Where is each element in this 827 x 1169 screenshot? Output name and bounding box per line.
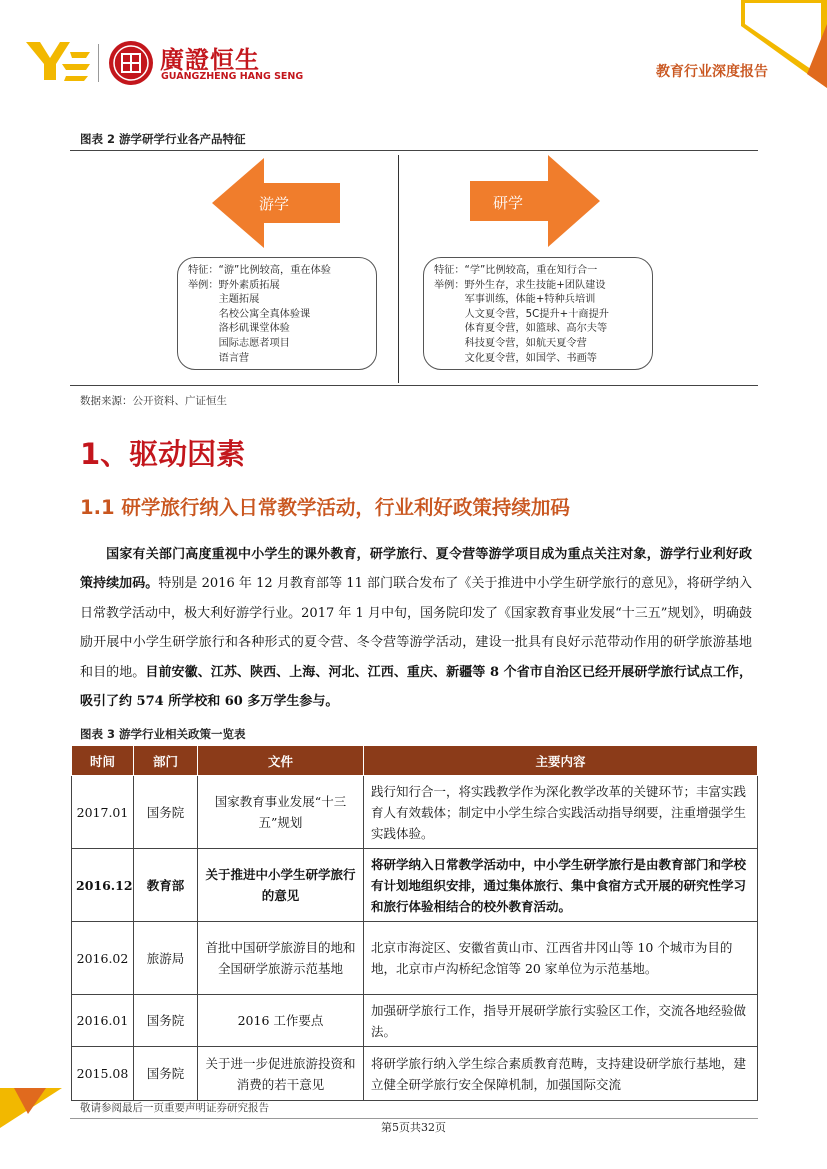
table-row bbox=[72, 849, 758, 922]
figure2-top-rule bbox=[70, 150, 758, 151]
col-header-content: 主要内容 bbox=[364, 746, 758, 776]
cell-doc: 国家教育事业发展“十三五”规划 bbox=[198, 776, 364, 849]
example-item: 语言营 bbox=[218, 352, 250, 364]
table-row bbox=[72, 1047, 758, 1101]
figure2-bottom-rule bbox=[70, 385, 758, 386]
col-header-doc: 文件 bbox=[198, 746, 364, 776]
col-header-dept: 部门 bbox=[134, 746, 198, 776]
cell-doc: 2016 工作要点 bbox=[198, 995, 364, 1047]
cell-content: 北京市海淀区、安徽省黄山市、江西省井冈山等 10 个城市为目的地，北京市卢沟桥纪念馆等 20 家单位为示范基地。 bbox=[364, 922, 758, 995]
data-source: 数据来源：公开资料、广证恒生 bbox=[80, 395, 227, 407]
section-heading: 1、驱动因素 bbox=[80, 437, 246, 471]
cell-content: 将研学纳入日常教学活动中，中小学生研学旅行是由教育部门和学校有计划地组织安排，通过集体旅行、集中食宿方式开展的研究性学习和旅行体验相结合的校外教育活动。 bbox=[364, 849, 758, 922]
cell-doc: 关于进一步促进旅游投资和消费的若干意见 bbox=[198, 1047, 364, 1101]
table-title: 图表 3 游学行业相关政策一览表 bbox=[80, 727, 246, 741]
col-header-date: 时间 bbox=[72, 746, 134, 776]
example-item: 主题拓展 bbox=[218, 294, 260, 306]
arrow-right-icon bbox=[470, 155, 600, 247]
table-row bbox=[72, 922, 758, 995]
cell-dept: 国务院 bbox=[134, 995, 198, 1047]
cell-date: 2016.02 bbox=[72, 922, 134, 995]
figure2-title: 图表 2 游学研学行业各产品特征 bbox=[80, 132, 246, 146]
table-row bbox=[72, 995, 758, 1047]
company-seal-icon bbox=[108, 40, 154, 86]
policy-table bbox=[71, 745, 758, 1101]
feature-box-youxue bbox=[177, 257, 377, 370]
body-paragraph bbox=[80, 540, 752, 716]
paragraph-body: 特别是 2016 年 12 月教育部等 11 部门联合发布了《关于推进中小学生研学旅行的意见》，将研学纳入日常教学活动中，极大利好游学行业。2017 年 1 月中旬，国务院印发了《国家教育事业发展“十三五”规划》，明确鼓励开展中小学生研学旅行和各种形式的夏令营、冬令营等游学活动，建设一批具有良好示范带动作用的研学旅游基地和目的地。 bbox=[80, 576, 752, 680]
logo-divider bbox=[98, 44, 99, 82]
brand-name-en: GUANGZHENG HANG SENG bbox=[161, 71, 304, 82]
example-item: 文化夏令营，如国学、书画等 bbox=[464, 352, 597, 364]
feature-text: 特征：“学”比例较高，重在知行合一 bbox=[434, 265, 598, 276]
cell-doc: 关于推进中小学生研学旅行的意见 bbox=[198, 849, 364, 922]
example-item: 科技夏令营，如航天夏令营 bbox=[464, 337, 587, 349]
cell-content: 践行知行合一，将实践教学作为深化教学改革的关键环节；丰富实践育人有效载体；制定中小学生综合实践活动指导纲要，注重增强学生实践体验。 bbox=[364, 776, 758, 849]
cell-content: 将研学旅行纳入学生综合素质教育范畴，支持建设研学旅行基地，建立健全研学旅行安全保障机制，加强国际交流 bbox=[364, 1047, 758, 1101]
paragraph-bold-intro: 国家有关部门高度重视中小学生的课外教育，研学旅行、夏令营等游学项目成为重点关注对象，游学行业利好政策持续加码。 bbox=[80, 547, 752, 592]
example-item: 名校公寓全真体验课 bbox=[218, 308, 311, 320]
ye-logo-icon bbox=[26, 40, 90, 82]
table-header-row bbox=[72, 746, 758, 776]
table-row bbox=[72, 776, 758, 849]
cell-date: 2015.08 bbox=[72, 1047, 134, 1101]
cell-date: 2016.12 bbox=[72, 849, 134, 922]
cell-dept: 国务院 bbox=[134, 1047, 198, 1101]
subsection-heading: 1.1 研学旅行纳入日常教学活动，行业利好政策持续加码 bbox=[80, 496, 570, 519]
figure2-divider bbox=[398, 155, 399, 383]
paragraph-bold-outro: 目前安徽、江苏、陕西、上海、河北、江西、重庆、新疆等 8 个省市自治区已经开展研学旅行试点工作，吸引了约 574 所学校和 60 多万学生参与。 bbox=[80, 664, 752, 710]
example-item: 洛杉矶课堂体验 bbox=[218, 323, 290, 335]
arrow-label-youxue: 游学 bbox=[259, 195, 290, 213]
cell-doc: 首批中国研学旅游目的地和全国研学旅游示范基地 bbox=[198, 922, 364, 995]
cell-dept: 国务院 bbox=[134, 776, 198, 849]
cell-content: 加强研学旅行工作，指导开展研学旅行实验区工作，交流各地经验做法。 bbox=[364, 995, 758, 1047]
cell-date: 2017.01 bbox=[72, 776, 134, 849]
brand-name-cn: 廣證恒生 bbox=[160, 46, 260, 74]
example-item: 野外素质拓展 bbox=[218, 279, 280, 291]
footer-disclaimer: 敬请参阅最后一页重要声明证券研究报告 bbox=[80, 1102, 269, 1114]
cell-dept: 旅游局 bbox=[134, 922, 198, 995]
example-item: 体育夏令营，如篮球、高尔夫等 bbox=[464, 323, 608, 335]
cell-date: 2016.01 bbox=[72, 995, 134, 1047]
example-item: 军事训练，体能+特种兵培训 bbox=[464, 294, 596, 306]
example-item: 人文夏令营，5C提升+十商提升 bbox=[464, 308, 609, 320]
example-label: 举例： bbox=[434, 279, 465, 291]
feature-text: 特征：“游”比例较高，重在体验 bbox=[188, 265, 331, 276]
cell-dept: 教育部 bbox=[134, 849, 198, 922]
report-type: 教育行业深度报告 bbox=[656, 64, 768, 80]
feature-box-yanxue bbox=[423, 257, 653, 370]
page-number: 第5页共32页 bbox=[381, 1121, 446, 1134]
arrow-label-yanxue: 研学 bbox=[493, 194, 524, 212]
example-item: 国际志愿者项目 bbox=[218, 337, 290, 349]
example-label: 举例： bbox=[188, 279, 219, 291]
example-item: 野外生存，求生技能+团队建设 bbox=[464, 279, 606, 291]
